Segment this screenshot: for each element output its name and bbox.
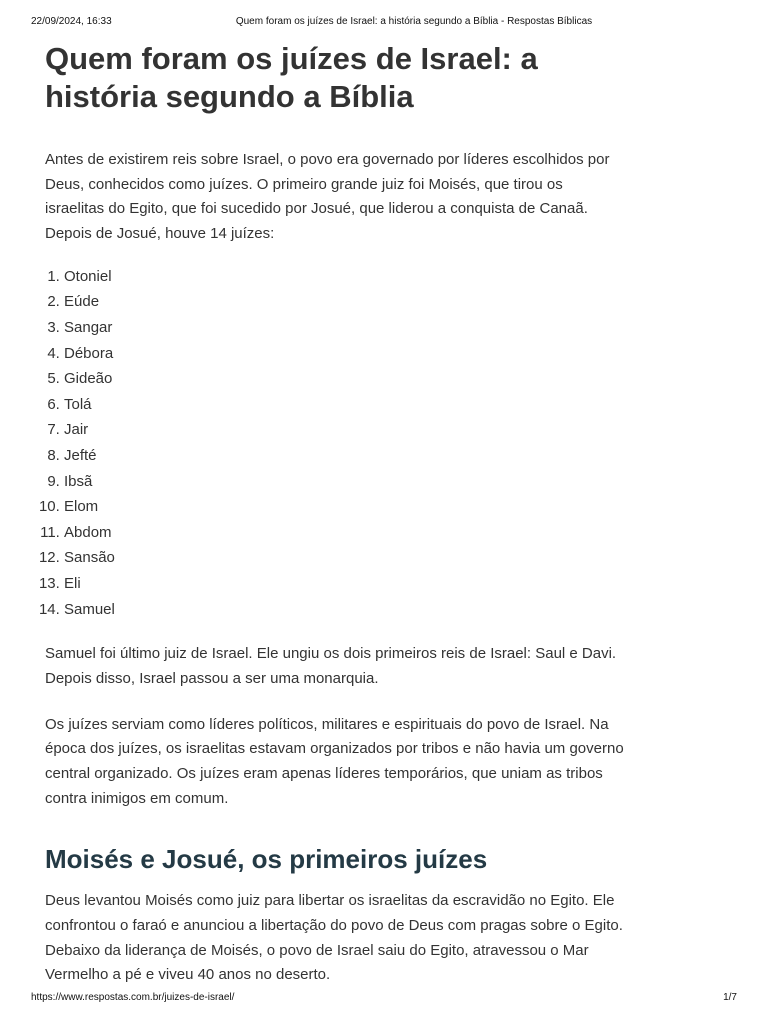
judge-list-item: 6. Tolá	[64, 392, 645, 418]
print-footer	[31, 992, 737, 1006]
judge-list-item: 9. Ibsã	[64, 469, 645, 495]
print-document-title: Quem foram os juízes de Israel: a história segundo a Bíblia - Respostas Bíblicas	[235, 16, 593, 27]
section-heading: Moisés e Josué, os primeiros juízes	[45, 844, 488, 875]
judges-roles-paragraph: Os juízes serviam como líderes políticos, militares e espirituais do povo de Israel. Na época dos juízes, os israelitas estavam organizados por tribos e não havia um governo central organizado. Os juízes eram apenas líderes temporários, que uniam as tribos contra inimigos em comum.	[45, 715, 624, 807]
judge-list-item: 1. Otoniel	[64, 264, 645, 290]
judge-list-item: 13. Eli	[64, 571, 645, 597]
print-datetime: 22/09/2024, 16:33	[31, 16, 112, 27]
judge-list-item: 11. Abdom	[64, 520, 645, 546]
judge-list-item: 4. Débora	[64, 341, 645, 367]
judges-list	[45, 264, 645, 622]
article	[45, 40, 645, 988]
page-url-link[interactable]: https://www.respostas.com.br/juizes-de-israel/	[31, 992, 235, 1003]
moses-paragraph: Deus levantou Moisés como juiz para libertar os israelitas da escravidão no Egito. Ele confrontou o faraó e anunciou a libertação do povo de Deus com pragas sobre o Egito. Debaixo da liderança de Moisés, o povo de Israel saiu do Egito, atravessou o Mar Vermelho a pé e viveu 40 anos no deserto.	[45, 892, 623, 984]
judge-list-item: 14. Samuel	[64, 597, 645, 623]
judge-list-item: 8. Jefté	[64, 443, 645, 469]
page-title: Quem foram os juízes de Israel: a história segundo a Bíblia	[45, 41, 538, 114]
judge-list-item: 5. Gideão	[64, 366, 645, 392]
judge-list-item: 12. Sansão	[64, 545, 645, 571]
judge-list-item: 2. Eúde	[64, 289, 645, 315]
print-header	[31, 16, 737, 30]
judge-list-item: 7. Jair	[64, 417, 645, 443]
judge-list-item: 3. Sangar	[64, 315, 645, 341]
page-number: 1/7	[723, 992, 737, 1003]
samuel-paragraph: Samuel foi último juiz de Israel. Ele ungiu os dois primeiros reis de Israel: Saul e Davi. Depois disso, Israel passou a ser uma monarquia.	[45, 645, 617, 687]
intro-paragraph: Antes de existirem reis sobre Israel, o povo era governado por líderes escolhidos por Deus, conhecidos como juízes. O primeiro grande juiz foi Moisés, que tirou os israelitas do Egito, que foi sucedido por Josué, que liderou a conquista de Canaã. Depois de Josué, houve 14 juízes:	[45, 151, 610, 243]
judge-list-item: 10. Elom	[64, 494, 645, 520]
